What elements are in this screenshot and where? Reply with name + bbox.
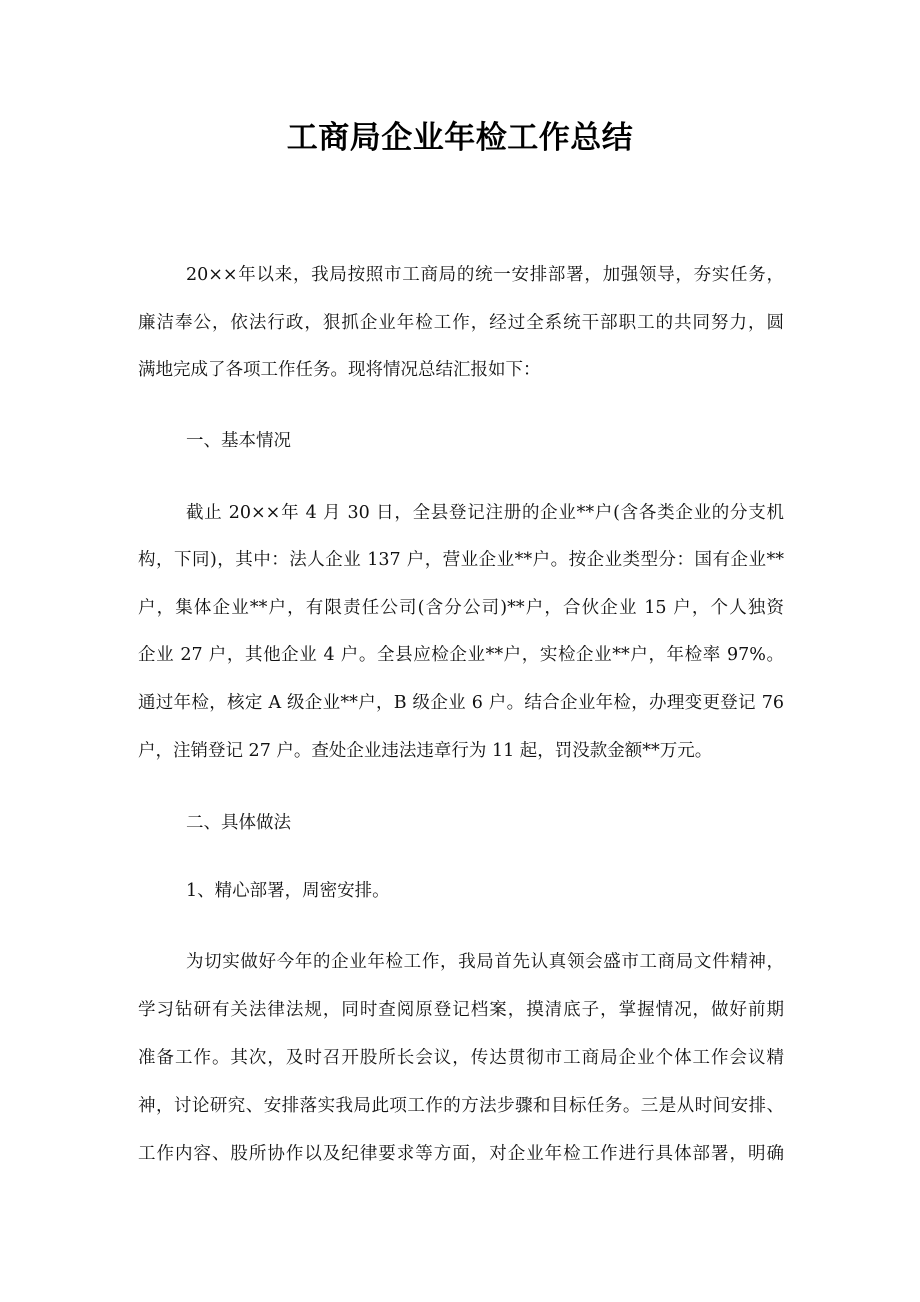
paragraph-line: 工作内容、股所协作以及纪律要求等方面，对企业年检工作进行具体部署，明确 (138, 1144, 784, 1164)
paragraph-line: 企业 27 户，其他企业 4 户。全县应检企业**户，实检企业**户，年检率 97%。 (138, 645, 784, 665)
paragraph-line: 准备工作。其次，及时召开股所长会议，传达贯彻市工商局企业个体工作会议精 (138, 1048, 784, 1068)
paragraph-line: 截止 20××年 4 月 30 日，全县登记注册的企业**户(含各类企业的分支机 (186, 503, 784, 523)
paragraph-line: 构，下同)，其中：法人企业 137 户，营业企业**户。按企业类型分：国有企业** (138, 550, 784, 570)
paragraph-line: 通过年检，核定 A 级企业**户，B 级企业 6 户。结合企业年检，办理变更登记 76 (138, 693, 784, 713)
section-heading-basic-situation: 一、基本情况 (186, 431, 291, 451)
paragraph-line: 廉洁奉公，依法行政，狠抓企业年检工作，经过全系统干部职工的共同努力，圆 (138, 313, 784, 333)
section-heading-specific-methods: 二、具体做法 (186, 813, 291, 833)
subheading-deployment: 1、精心部署，周密安排。 (186, 881, 390, 901)
paragraph-line: 满地完成了各项工作任务。现将情况总结汇报如下： (138, 360, 541, 380)
paragraph-line: 神，讨论研究、安排落实我局此项工作的方法步骤和目标任务。三是从时间安排、 (138, 1096, 784, 1116)
paragraph-line: 20××年以来，我局按照市工商局的统一安排部署，加强领导，夯实任务， (186, 265, 784, 285)
paragraph-line: 学习钻研有关法律法规，同时查阅原登记档案，摸清底子，掌握情况，做好前期 (138, 1000, 784, 1020)
paragraph-line: 户，注销登记 27 户。查处企业违法违章行为 11 起，罚没款金额**万元。 (138, 741, 713, 761)
paragraph-line: 户，集体企业**户，有限责任公司(含分公司)**户，合伙企业 15 户，个人独资 (138, 598, 784, 618)
document-title: 工商局企业年检工作总结 (286, 120, 634, 156)
paragraph-line: 为切实做好今年的企业年检工作，我局首先认真领会盛市工商局文件精神， (186, 952, 784, 972)
